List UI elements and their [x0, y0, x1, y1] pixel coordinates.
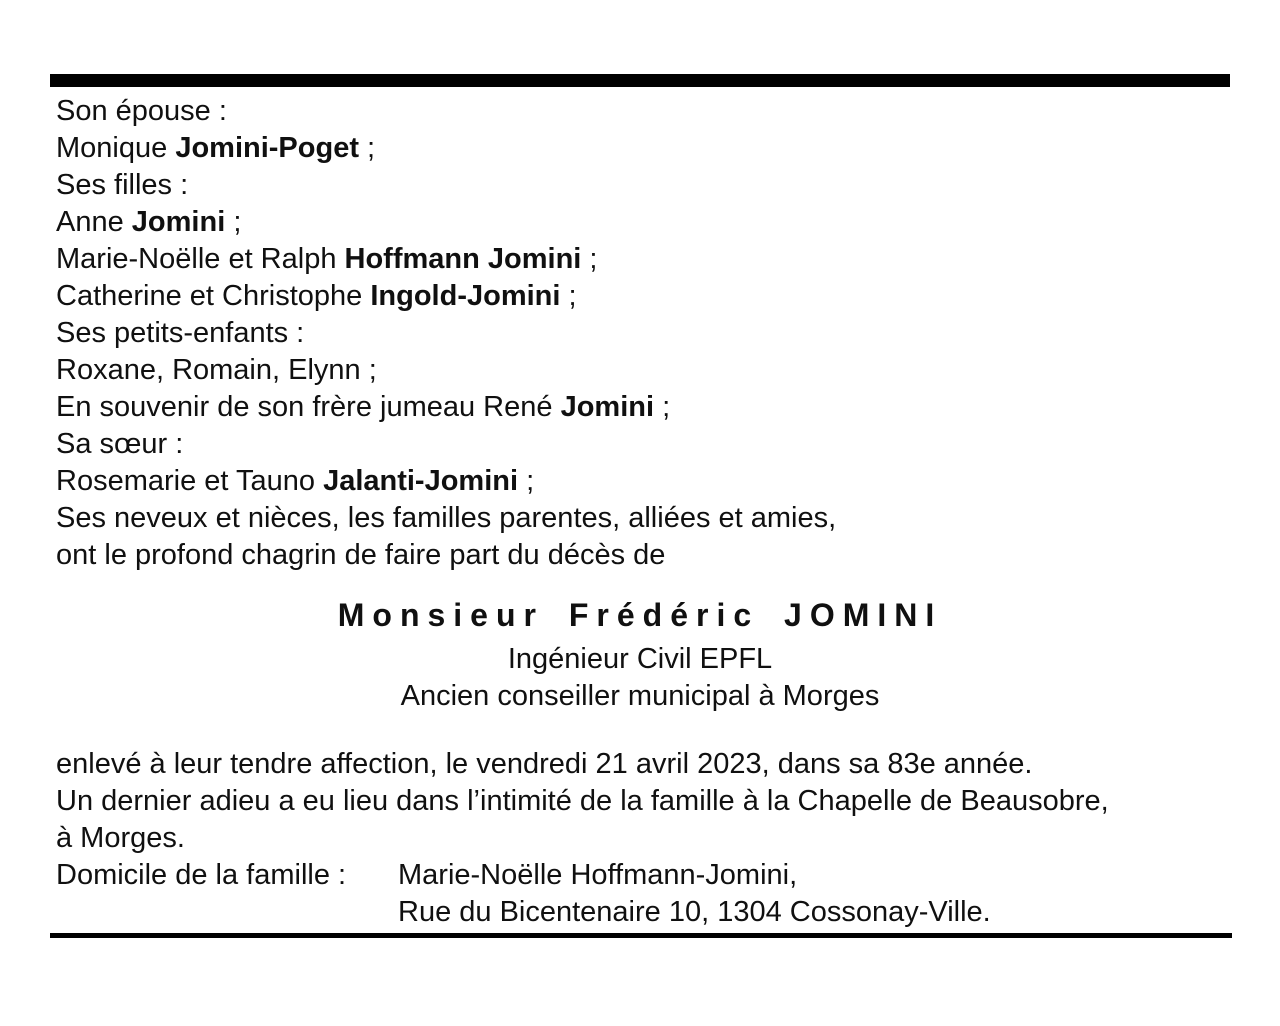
line-suffix: ;: [225, 206, 242, 238]
family-line: [56, 463, 836, 500]
line-name-bold: Jomini-Poget: [175, 132, 359, 164]
deceased-block: [0, 595, 1280, 715]
family-line: [56, 315, 836, 352]
family-lines-block: [56, 93, 836, 574]
family-line: [56, 426, 836, 463]
line-suffix: ;: [581, 243, 598, 275]
line-suffix: ;: [654, 391, 671, 423]
family-line: [56, 167, 836, 204]
details-line: Un dernier adieu a eu lieu dans l’intimité de la famille à la Chapelle de Beausobre,: [56, 785, 1109, 817]
family-line: [56, 278, 836, 315]
line-text: Marie-Noëlle et Ralph: [56, 243, 345, 275]
family-line: [56, 352, 836, 389]
family-line: [56, 389, 836, 426]
line-text: Monique: [56, 132, 176, 164]
family-address-row: [56, 857, 1109, 894]
details-line: à Morges.: [56, 822, 185, 854]
family-line: [56, 93, 836, 130]
line-suffix: ;: [358, 132, 376, 164]
line-name-bold: Hoffmann Jomini: [344, 243, 582, 275]
line-name-bold: Jalanti-Jomini: [323, 465, 519, 497]
address-label: Domicile de la famille :: [56, 859, 347, 891]
deceased-role: Ancien conseiller municipal à Morges: [400, 680, 880, 712]
details-block: [56, 746, 1109, 931]
deceased-profession: Ingénieur Civil EPFL: [507, 643, 773, 675]
family-line: [56, 241, 836, 278]
details-line: enlevé à leur tendre affection, le vendredi 21 avril 2023, dans sa 83e année.: [56, 748, 1033, 780]
line-text: ont le profond chagrin de faire part du décès de: [56, 539, 666, 571]
line-text: Ses neveux et nièces, les familles parentes, alliées et amies,: [56, 502, 837, 534]
line-name-bold: Ingold-Jomini: [370, 280, 561, 312]
line-text: En souvenir de son frère jumeau René: [56, 391, 561, 423]
address-contact-name: Marie-Noëlle Hoffmann-Jomini,: [398, 859, 798, 891]
line-text: Sa sœur :: [56, 428, 184, 460]
line-name-bold: Jomini: [560, 391, 655, 423]
family-line: [56, 537, 836, 574]
line-suffix: ;: [518, 465, 535, 497]
line-text: Ses petits-enfants :: [56, 317, 305, 349]
deceased-name-title: Monsieur Frédéric JOMINI: [337, 597, 943, 633]
line-text: Anne: [56, 206, 132, 238]
family-line: [56, 204, 836, 241]
line-suffix: ;: [560, 280, 577, 312]
line-text: Roxane, Romain, Elynn ;: [56, 354, 377, 386]
line-text: Catherine et Christophe: [56, 280, 371, 312]
line-name-bold: Jomini: [131, 206, 226, 238]
line-text: Rosemarie et Tauno: [56, 465, 324, 497]
top-rule: [50, 74, 1230, 87]
line-text: Son épouse :: [56, 95, 227, 127]
line-text: Ses filles :: [56, 169, 189, 201]
family-line: [56, 130, 836, 167]
family-line: [56, 500, 836, 537]
address-street: Rue du Bicentenaire 10, 1304 Cossonay-Ville.: [398, 896, 991, 928]
bottom-rule: [50, 933, 1232, 938]
